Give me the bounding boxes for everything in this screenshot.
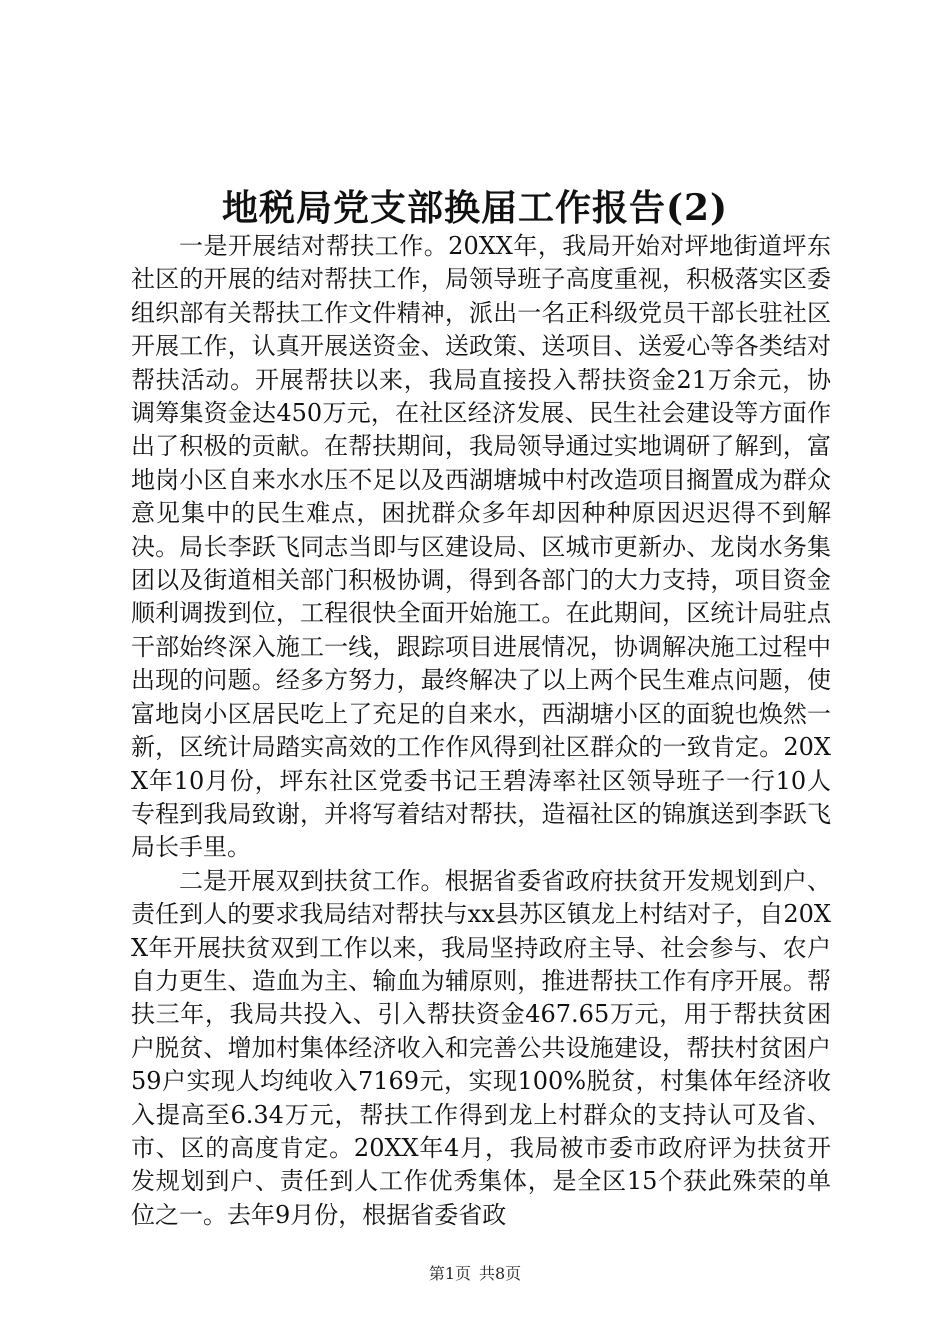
page-total: 共8页	[479, 1264, 522, 1283]
document-title: 地税局党支部换届工作报告(2)	[221, 187, 729, 229]
page-number: 第1页	[428, 1264, 471, 1283]
page-footer	[0, 1264, 950, 1284]
document-body	[131, 230, 831, 1232]
paragraph-2: 二是开展双到扶贫工作。根据省委省政府扶贫开发规划到户、责任到人的要求我局结对帮扶与xx县苏区镇龙上村结对子，自20XX年开展扶贫双到工作以来，我局坚持政府主导、社会参与、农户自力更生、造血为主、输血为辅原则，推进帮扶工作有序开展。帮扶三年，我局共投入、引入帮扶资金467.65万元，用于帮扶贫困户脱贫、增加村集体经济收入和完善公共设施建设，帮扶村贫困户59户实现人均纯收入7169元，实现100%脱贫，村集体年经济收入提高至6.34万元，帮扶工作得到龙上村群众的支持认可及省、市、区的高度肯定。20XX年4月，我局被市委市政府评为扶贫开发规划到户、责任到人工作优秀集体，是全区15个获此殊荣的单位之一。去年9月份，根据省委省政	[131, 866, 831, 1229]
paragraph-1: 一是开展结对帮扶工作。20XX年，我局开始对坪地街道坪东社区的开展的结对帮扶工作，局领导班子高度重视，积极落实区委组织部有关帮扶工作文件精神，派出一名正科级党员干部长驻社区开展工作，认真开展送资金、送政策、送项目、送爱心等各类结对帮扶活动。开展帮扶以来，我局直接投入帮扶资金21万余元，协调筹集资金达450万元，在社区经济发展、民生社会建设等方面作出了积极的贡献。在帮扶期间，我局领导通过实地调研了解到，富地岗小区自来水水压不足以及西湖塘城中村改造项目搁置成为群众意见集中的民生难点，困扰群众多年却因种种原因迟迟得不到解决。局长李跃飞同志当即与区建设局、区城市更新办、龙岗水务集团以及街道相关部门积极协调，得到各部门的大力支持，项目资金顺利调拨到位，工程很快全面开始施工。在此期间，区统计局驻点干部始终深入施工一线，跟踪项目进展情况，协调解决施工过程中出现的问题。经多方努力，最终解决了以上两个民生难点问题，使富地岗小区居民吃上了充足的自来水，西湖塘小区的面貌也焕然一新，区统计局踏实高效的工作作风得到社区群众的一致肯定。20XX年10月份，坪东社区党委书记王碧涛率社区领导班子一行10人专程到我局致谢，并将写着结对帮扶，造福社区的锦旗送到李跃飞局长手里。	[131, 232, 831, 862]
